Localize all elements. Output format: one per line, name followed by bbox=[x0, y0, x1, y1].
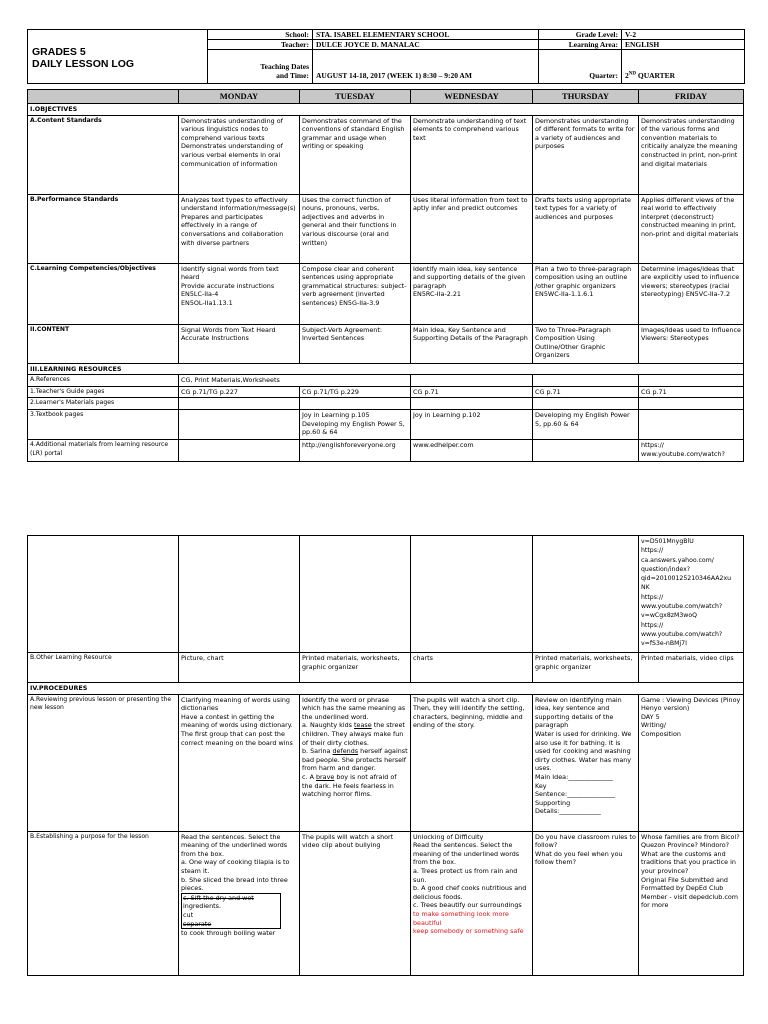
cell-wednesday: Identify main idea, key sentence and supporting details of the given paragraph EN5RC-IIa-2.21 bbox=[411, 263, 533, 324]
cell-monday: Picture, chart bbox=[179, 653, 300, 683]
objectives-section-row bbox=[28, 104, 744, 116]
cell-tuesday bbox=[300, 398, 411, 410]
days-header-row bbox=[28, 90, 744, 104]
cell-monday: Demonstrates understanding of various linguistics nodes to comprehend various texts Demonstrates understanding of various verbal elements in oral communication of information bbox=[179, 115, 300, 194]
cell-tuesday: Compose clear and coherent sentences using appropriate grammatical structures: subject-verb agreement (inverted sentences) EN5G-IIa-3.9 bbox=[300, 263, 411, 324]
cell-wednesday: www.edhelper.com bbox=[411, 439, 533, 461]
cell-friday bbox=[639, 398, 744, 410]
corner-cell bbox=[28, 90, 179, 104]
cell-wednesday: Unlocking of Difficulty Read the sentences. Select the meaning of the underlined words from the box. a. Trees protect us from rain and sun. b. A good chef cooks nutritious and delicious foods. c. Trees beautify our surroundings to make something look more beautiful keep somebody or something safe bbox=[411, 831, 533, 975]
red-definitions: to make something look more beautiful keep somebody or something safe bbox=[413, 909, 524, 936]
row-label: C.Learning Competencies/Objectives bbox=[28, 263, 179, 324]
cell-monday bbox=[179, 536, 300, 653]
dates-value: AUGUST 14-18, 2017 (WEEK 1) 8:30 – 9:20 AM bbox=[316, 71, 472, 80]
cell-tuesday: CG p.71/TG p.229 bbox=[300, 386, 411, 398]
cell-thursday bbox=[533, 439, 639, 461]
cell-monday: Analyzes text types to effectively understand information/message(s) Prepares and participates effectively in a range of conversations and collaboration with diverse partners bbox=[179, 194, 300, 263]
section-procedures: IV.PROCEDURES bbox=[28, 683, 744, 695]
cell-tuesday: Joy in Learning p.105 Developing my English Power 5, pp.60 & 64 bbox=[300, 409, 411, 439]
lesson-log-header bbox=[27, 29, 745, 84]
teachers-guide-row bbox=[28, 386, 744, 398]
cell-friday: Printed materials, video clips bbox=[639, 653, 744, 683]
cell-friday bbox=[639, 409, 744, 439]
cell-thursday bbox=[533, 536, 639, 653]
cell-friday bbox=[639, 375, 744, 387]
content-row bbox=[28, 324, 744, 363]
textbook-row bbox=[28, 409, 744, 439]
cell-wednesday: Main Idea, Key Sentence and Supporting Details of the Paragraph bbox=[411, 324, 533, 363]
area-label: Learning Area: bbox=[568, 40, 618, 49]
cell-monday bbox=[179, 439, 300, 461]
day-tuesday: TUESDAY bbox=[300, 90, 411, 104]
learners-materials-row bbox=[28, 398, 744, 410]
cell-tuesday: http://englishforeveryone.org bbox=[300, 439, 411, 461]
cell-friday: https:// www.youtube.com/watch? bbox=[639, 439, 744, 461]
area-value: ENGLISH bbox=[625, 40, 660, 49]
section-objectives: I.OBJECTIVES bbox=[28, 104, 744, 116]
cell-friday: Images/Ideas used to Influence Viewers: Stereotypes bbox=[639, 324, 744, 363]
cell-friday: Demonstrates understanding of the various forms and convention materials to critically analyze the meaning constructed in print, non-print and digital materials bbox=[639, 115, 744, 194]
cell-wednesday: charts bbox=[411, 653, 533, 683]
cell-monday: CG, Print Materials,Worksheets bbox=[179, 375, 411, 387]
cell-tuesday: Demonstrates command of the conventions of standard English grammar and usage when writing or speaking bbox=[300, 115, 411, 194]
cell-thursday: Printed materials, worksheets, graphic organizer bbox=[533, 653, 639, 683]
title-log: DAILY LESSON LOG bbox=[32, 58, 135, 70]
cell-thursday: Two to Three-Paragraph Composition Using Outline/Other Graphic Organizers bbox=[533, 324, 639, 363]
cell-monday: Clarifying meaning of words using dictionaries Have a contest in getting the meaning of words using dictionary. The first group that can post the correct meaning on the board wins bbox=[179, 694, 300, 831]
row-label: B.Establishing a purpose for the lesson bbox=[28, 831, 179, 975]
cell-wednesday: Joy in Learning p.102 bbox=[411, 409, 533, 439]
cell-wednesday bbox=[411, 536, 533, 653]
cell-wednesday: CG p.71 bbox=[411, 386, 533, 398]
cell-thursday bbox=[533, 398, 639, 410]
day-wednesday: WEDNESDAY bbox=[411, 90, 533, 104]
cell-friday: Determine images/ideas that are explicitly used to influence viewers; stereotypes (racial stereotyping) EN5VC-IIa-7.2 bbox=[639, 263, 744, 324]
document-title bbox=[32, 46, 134, 70]
cell-thursday: Demonstrates understanding of different formats to write for a variety of audiences and purposes bbox=[533, 115, 639, 194]
day-thursday: THURSDAY bbox=[533, 90, 639, 104]
row-label: 4.Additional materials from learning resource (LR) portal bbox=[28, 439, 179, 461]
cell-friday: Game : Viewing Devices (Pinoy Henyo version) DAY 5 Writing/ Composition bbox=[639, 694, 744, 831]
cell-monday bbox=[179, 398, 300, 410]
title-grade: GRADES 5 bbox=[32, 46, 86, 58]
school-value: STA. ISABEL ELEMENTARY SCHOOL bbox=[316, 30, 450, 39]
dates-label: Teaching Dates and Time: bbox=[260, 62, 309, 80]
teacher-value: DULCE JOYCE D. MANALAC bbox=[316, 40, 420, 49]
school-label: School: bbox=[285, 30, 309, 39]
quarter-label: Quarter: bbox=[589, 71, 618, 80]
grade-value: V-2 bbox=[625, 30, 637, 39]
grade-label: Grade Level: bbox=[575, 30, 618, 39]
performance-standards-row bbox=[28, 194, 744, 263]
cell-tuesday: Printed materials, worksheets, graphic organizer bbox=[300, 653, 411, 683]
cell-tuesday bbox=[300, 536, 411, 653]
lesson-table-page-2 bbox=[27, 535, 744, 976]
cell-thursday: Review on identifying main idea, key sentence and supporting details of the paragraph Water is used for drinking. We also use it for bathing. It is used for cooking and washing dirty clothes. Water has many uses. Main Idea:______________ Key Sentence:_______________ Supporting Details:_____________ bbox=[533, 694, 639, 831]
row-label: B.Other Learning Resource bbox=[28, 653, 179, 683]
row-label: 2.Learner's Materials pages bbox=[28, 398, 179, 410]
resources-section-row bbox=[28, 363, 744, 375]
procedures-section-row bbox=[28, 683, 744, 695]
cell-tuesday: Subject-Verb Agreement: Inverted Sentences bbox=[300, 324, 411, 363]
day-monday: MONDAY bbox=[179, 90, 300, 104]
row-label: II.CONTENT bbox=[28, 324, 179, 363]
cell-wednesday: Demonstrate understanding of text elements to comprehend various text bbox=[411, 115, 533, 194]
row-label bbox=[28, 536, 179, 653]
cell-monday: Signal Words from Text Heard Accurate Instructions bbox=[179, 324, 300, 363]
row-label: 3.Textbook pages bbox=[28, 409, 179, 439]
content-standards-row bbox=[28, 115, 744, 194]
section-resources: III.LEARNING RESOURCES bbox=[28, 363, 744, 375]
cell-wednesday bbox=[411, 398, 533, 410]
cell-thursday: Do you have classroom rules to follow? What do you feel when you follow them? bbox=[533, 831, 639, 975]
purpose-row bbox=[28, 831, 744, 975]
cell-tuesday: The pupils will watch a short video clip about bullying bbox=[300, 831, 411, 975]
cell-friday: Whose families are from Bicol? Quezon Province? Mindoro? What are the customs and traditions that you practice in your province? Original File Submitted and Formatted by DepEd Club Member - visit depedclub.com for more bbox=[639, 831, 744, 975]
day-friday: FRIDAY bbox=[639, 90, 744, 104]
cell-friday: v=D501MnygBlU https:// ca.answers.yahoo.com/ question/index? qid=20100125210346AA2xu NK https:// www.youtube.com/watch? v=wCgx8zM3woQ https:// www.youtube.com/watch? v=fS3e-nBMj7I bbox=[639, 536, 744, 653]
cell-monday: Read the sentences. Select the meaning of the underlined words from the box. a. One way of cooking tilapia is to steam it. b. She sliced the bread into three pieces. c. Sift the dry and wet ingredients. cut separate to cook through boiling water bbox=[179, 831, 300, 975]
row-label: A.Reviewing previous lesson or presenting the new lesson bbox=[28, 694, 179, 831]
cell-thursday: Drafts texts using appropriate text types for a variety of audiences and purposes bbox=[533, 194, 639, 263]
cell-friday: Applies different views of the real world to effectively interpret (deconstruct) constructed meaning in print, non-print and digital materials bbox=[639, 194, 744, 263]
row-label: A.Content Standards bbox=[28, 115, 179, 194]
cell-thursday: Developing my English Power 5, pp.60 & 64 bbox=[533, 409, 639, 439]
row-label: B.Performance Standards bbox=[28, 194, 179, 263]
cell-friday: CG p.71 bbox=[639, 386, 744, 398]
cell-wednesday: The pupils will watch a short clip. Then, they will identify the setting, characters, beginning, middle and ending of the story. bbox=[411, 694, 533, 831]
cell-tuesday: Identify the word or phrase which has the same meaning as the underlined word. a. Naughty kids tease the street children. They always make fun of their dirty clothes. b. Sarina defends herself against bad people. She protects herself from harm and danger. c. A brave boy is not afraid of the dark. He feels fearless in watching horror films. bbox=[300, 694, 411, 831]
row-label: 1.Teacher's Guide pages bbox=[28, 386, 179, 398]
additional-materials-cont-row bbox=[28, 536, 744, 653]
cell-monday: Identify signal words from text heard Provide accurate instructions EN5LC-IIa-4 EN5OL-IIa1.13.1 bbox=[179, 263, 300, 324]
competencies-row bbox=[28, 263, 744, 324]
cell-thursday: Plan a two to three-paragraph composition using an outline /other graphic organizers EN5WC-IIa-1.1.6.1 bbox=[533, 263, 639, 324]
cell-monday: CG p.71/TG p.227 bbox=[179, 386, 300, 398]
cell-wednesday bbox=[411, 375, 533, 387]
cell-thursday bbox=[533, 375, 639, 387]
references-row bbox=[28, 375, 744, 387]
cell-wednesday: Uses literal information from text to aptly infer and predict outcomes bbox=[411, 194, 533, 263]
review-row bbox=[28, 694, 744, 831]
cell-thursday: CG p.71 bbox=[533, 386, 639, 398]
teacher-label: Teacher: bbox=[280, 40, 309, 49]
lesson-table-page-1 bbox=[27, 89, 744, 462]
cell-tuesday: Uses the correct function of nouns, pronouns, verbs, adjectives and adverbs in general and their functions in various discourse (oral and written) bbox=[300, 194, 411, 263]
quarter-value: 2ND QUARTER bbox=[625, 71, 676, 80]
other-resource-row bbox=[28, 653, 744, 683]
additional-materials-row bbox=[28, 439, 744, 461]
cell-monday bbox=[179, 409, 300, 439]
row-label: A.References bbox=[28, 375, 179, 387]
word-box: c. Sift the dry and wet ingredients. cut separate bbox=[181, 893, 281, 929]
